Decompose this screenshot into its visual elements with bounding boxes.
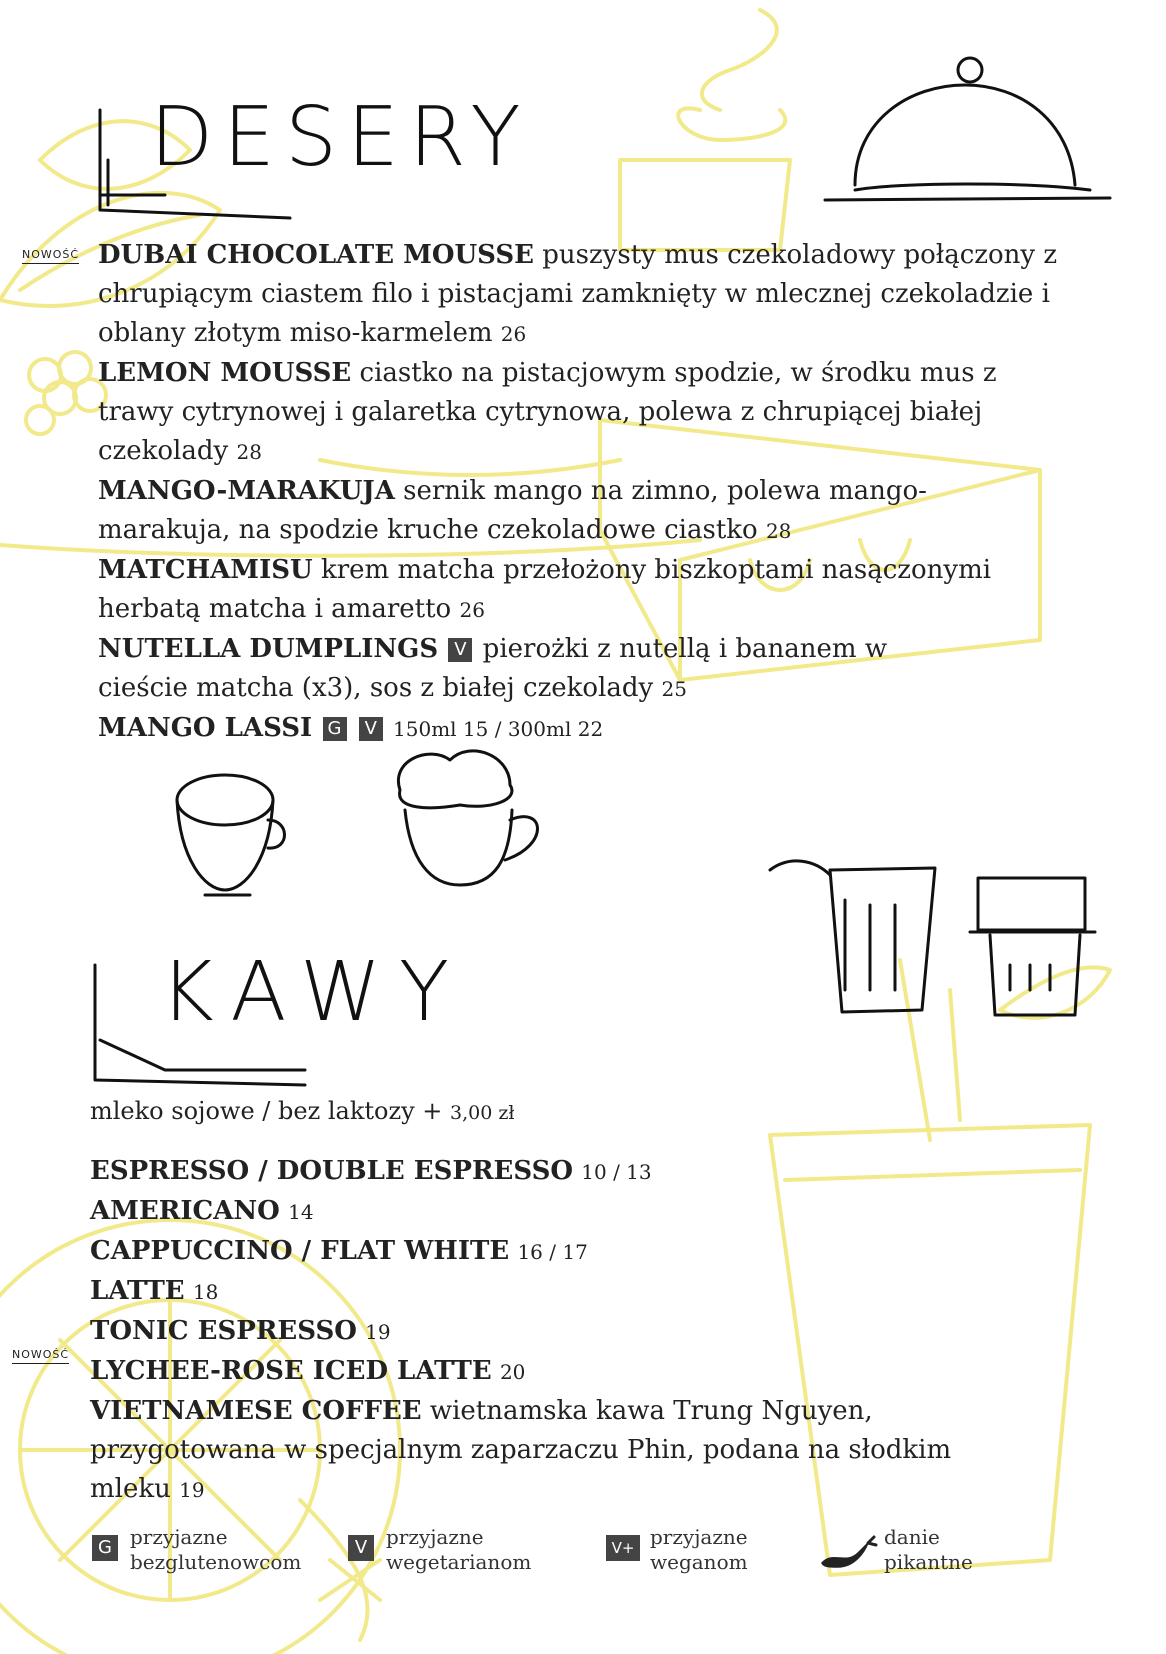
item-price: 19	[365, 1320, 391, 1344]
item-name: LATTE	[90, 1276, 185, 1306]
menu-item	[90, 1232, 1030, 1272]
menu-item	[98, 551, 1078, 630]
item-name: LEMON MOUSSE	[98, 358, 352, 388]
menu-item	[98, 236, 1078, 354]
menu-item	[98, 630, 958, 709]
item-desc: wietnamska kawa Trung Nguyen, przygotowana w specjalnym zaparzaczu Phin, podana na słodkim mleku	[90, 1396, 952, 1504]
item-name: DUBAI CHOCOLATE MOUSSE	[98, 240, 534, 270]
menu-item	[98, 709, 1078, 749]
item-price: 10 / 13	[581, 1160, 652, 1184]
legend-line2: pikantne	[884, 1550, 973, 1574]
item-name: CAPPUCCINO / FLAT WHITE	[90, 1236, 510, 1266]
new-badge: NOWOŚĆ	[12, 1348, 69, 1364]
item-name: VIETNAMESE COFFEE	[90, 1396, 422, 1426]
espresso-cup-icon	[177, 775, 285, 895]
item-price: 26	[459, 598, 485, 622]
item-name: MANGO LASSI	[98, 713, 313, 743]
legend-line2: wegetarianom	[386, 1550, 532, 1574]
legend-line1: przyjazne	[650, 1525, 748, 1549]
menu-item	[90, 1352, 1030, 1392]
cappuccino-cup-icon	[398, 751, 537, 885]
phin-filter-icon	[970, 878, 1095, 1015]
item-desc: puszysty mus czekoladowy połączony z chrupiącym ciastem filo i pistacjami zamknięty w mlecznej czekoladzie i oblany złotym miso-karmelem	[98, 240, 1058, 348]
item-price: 28	[765, 519, 792, 543]
gluten-free-badge: G	[92, 1535, 118, 1561]
item-name: MANGO-MARAKUJA	[98, 476, 395, 506]
legend-line2: weganom	[650, 1550, 748, 1574]
chili-pepper-icon	[818, 1531, 878, 1571]
new-badge: NOWOŚĆ	[22, 248, 79, 264]
menu-item	[90, 1192, 1030, 1232]
item-name: MATCHAMISU	[98, 555, 313, 585]
item-price: 18	[192, 1280, 219, 1304]
item-price: 14	[288, 1200, 314, 1224]
item-price: 28	[236, 440, 262, 464]
menu-item	[90, 1312, 1030, 1352]
desery-menu	[98, 236, 1078, 749]
menu-item	[90, 1392, 1030, 1510]
item-price: 19	[179, 1478, 205, 1502]
item-desc: sernik mango na zimno, polewa mango-marakuja, na spodzie kruche czekoladowe ciastko	[98, 476, 927, 545]
kawy-menu	[90, 1152, 1030, 1510]
vegetarian-badge: V	[348, 1535, 374, 1561]
milk-option-price: 3,00 zł	[450, 1102, 515, 1124]
item-name: TONIC ESPRESSO	[90, 1316, 357, 1346]
item-name: AMERICANO	[90, 1196, 280, 1226]
item-name: NUTELLA DUMPLINGS	[98, 634, 439, 664]
item-price: 16 / 17	[517, 1240, 588, 1264]
gluten-free-badge: G	[323, 717, 347, 741]
legend-line2: bezglutenowcom	[130, 1550, 302, 1574]
menu-item	[98, 472, 1018, 551]
milk-option	[90, 1097, 515, 1125]
vegan-badge: V+	[606, 1535, 640, 1561]
section-title-kawy: KAWY	[160, 945, 468, 1040]
item-desc: krem matcha przełożony biszkoptami nasączonymi herbatą matcha i amaretto	[98, 555, 992, 624]
vegetarian-badge: V	[359, 717, 383, 741]
legend-line1: przyjazne	[386, 1525, 484, 1549]
item-desc: ciastko na pistacjowym spodzie, w środku mus z trawy cytrynowej i galaretka cytrynowa, polewa z chrupiącej białej czekolady	[98, 358, 997, 466]
legend-line1: danie	[884, 1525, 940, 1549]
legend-line1: przyjazne	[130, 1525, 228, 1549]
item-price: 20	[499, 1360, 526, 1384]
section-title-desery: DESERY	[150, 90, 531, 185]
item-price: 25	[661, 677, 687, 701]
milk-option-text: mleko sojowe / bez laktozy +	[90, 1097, 443, 1125]
menu-item	[90, 1272, 1030, 1312]
item-price: 150ml 15 / 300ml 22	[393, 717, 604, 741]
item-name: ESPRESSO / DOUBLE ESPRESSO	[90, 1156, 573, 1186]
item-price: 26	[500, 322, 527, 346]
grape-sketch-icon	[26, 352, 106, 434]
tall-glass-icon	[770, 861, 935, 1012]
vegetarian-badge: V	[448, 638, 472, 662]
item-name: LYCHEE-ROSE ICED LATTE	[90, 1356, 492, 1386]
menu-item	[98, 354, 1078, 472]
cloche-icon	[825, 58, 1110, 200]
item-desc: pierożki z nutellą i bananem w cieście matcha (x3), sos z białej czekolady	[98, 634, 888, 703]
menu-item	[90, 1152, 1030, 1192]
